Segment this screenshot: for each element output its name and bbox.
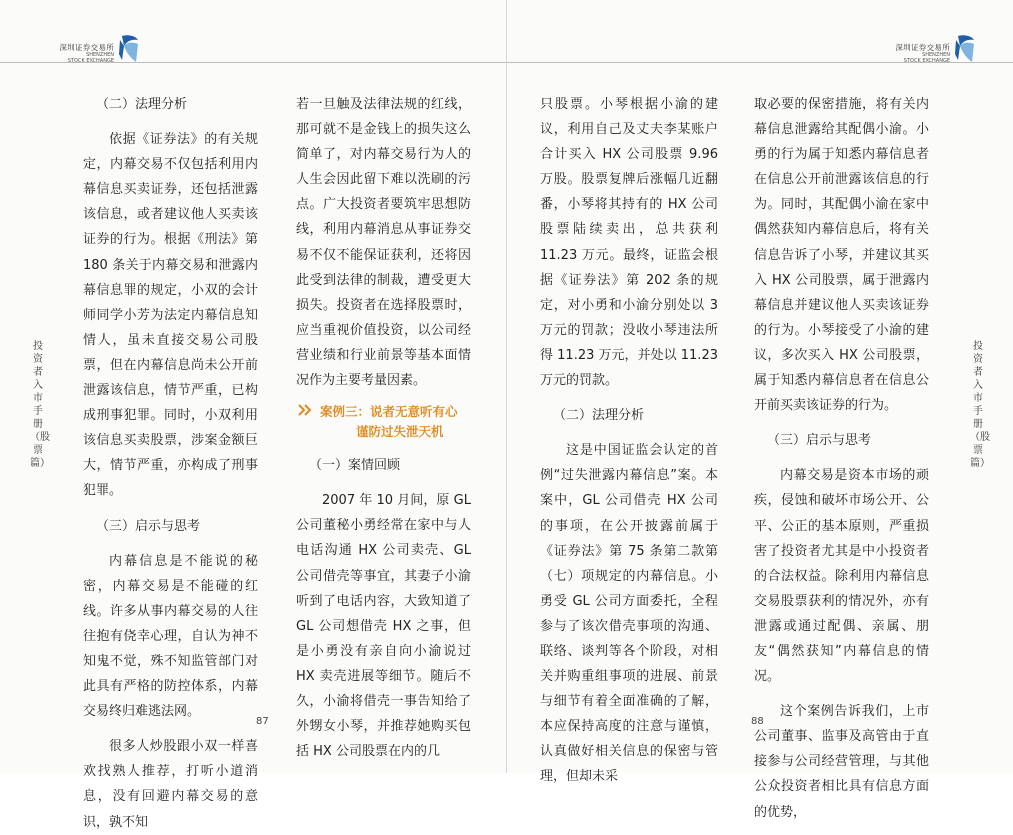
paragraph: 很多人炒股跟小双一样喜欢找熟人推荐，打听小道消息，没有回避内幕交易的意识，孰不知 (83, 739, 258, 830)
right-page (507, 0, 1013, 820)
side-tab-label: 投资者入市手册（股票篇） (970, 341, 990, 469)
right-column-2 (754, 92, 929, 825)
logo-en-text-1: SHENZHEN (86, 52, 114, 58)
szse-logo-icon (954, 34, 976, 64)
page-number: 88 (751, 716, 764, 727)
case-title-line-2: 谨防过失泄天机 (356, 424, 444, 440)
szse-logo (890, 34, 976, 68)
section-heading: （三）启示与思考 (96, 518, 201, 534)
paragraph: 依据《证券法》的有关规定，内幕交易不仅包括利用内幕信息买卖证券，还包括泄露该信息，或者建议他人买卖该证券的行为。根据《刑法》第 180 条关于内幕交易和泄露内幕信息罪的规定，小双的会计师同学小芳为法定内幕信息知情人，虽未直接交易公司股票，但在内幕信息尚未公开前泄露该信息，情节严重，已构成刑事犯罪。同时，小双利用该信息买卖股票，涉案金额巨大，情节严重，亦构成了刑事犯罪。 (83, 132, 258, 499)
logo-en-text-2: STOCK EXCHANGE (67, 58, 114, 64)
szse-logo-icon (118, 34, 140, 64)
case-title-line-1: 案例三：说者无意听有心 (320, 404, 458, 420)
left-column-2 (296, 92, 471, 764)
section-heading: （二）法理分析 (553, 408, 645, 424)
case-title (296, 399, 471, 443)
paragraph: 若一旦触及法律法规的红线，那可就不是金钱上的损失这么简单了，对内幕交易行为人的人生会因此留下难以洗刷的污点。广大投资者要筑牢思想防线，利用内幕消息从事证券交易不仅不能保证获利，还将因此受到法律的制裁，遭受更大损失。投资者在选择股票时，应当重视价值投资，以公司经营业绩和行业前景等基本面情况作为主要考量因素。 (296, 97, 471, 389)
section-heading: （一）案情回顾 (309, 458, 401, 474)
paragraph: 2007 年 10 月间，原 GL 公司董秘小勇经常在家中与人电话沟通 HX 公司卖壳、GL 公司借壳等事宜，其妻子小渝听到了电话内容，大致知道了 GL 公司想借壳 HX 之事，但是小勇没有亲自向小渝说过 HX 卖壳进展等细节。随后不久，小渝将借壳一事告知给了外甥女小琴，并推荐她购买包括 HX 公司股票在内的几 (296, 493, 471, 760)
szse-logo (54, 34, 140, 68)
paragraph: 这个案例告诉我们，上市公司董事、监事及高管由于直接参与公司经营管理，与其他公众投资者相比具有信息方面的优势， (754, 704, 929, 820)
page-number: 87 (256, 716, 269, 727)
paragraph: 取必要的保密措施，将有关内幕信息泄露给其配偶小渝。小勇的行为属于知悉内幕信息者在信息公开前泄露该信息的行为。同时，其配偶小渝在家中偶然获知内幕信息后，将有关信息告诉了小琴，并建议其买入 HX 公司股票，属于泄露内幕信息并建议他人买卖该证券的行为。小琴接受了小渝的建议，多次买入 HX 公司股票，属于知悉内幕信息者在信息公开前买卖该证券的行为。 (754, 97, 929, 414)
left-page (0, 0, 506, 830)
logo-cn-text: 深圳证券交易所 (59, 43, 114, 52)
logo-cn-text: 深圳证券交易所 (895, 43, 950, 52)
paragraph: 只股票。小琴根据小渝的建议，利用自己及丈夫李某账户合计买入 HX 公司股票 9.96 万股。股票复牌后涨幅几近翻番，小琴将其持有的 HX 公司股票陆续卖出，总共获利 11.23 万元。最终，证监会根据《证券法》第 202 条的规定，对小勇和小渝分别处以 3 万元的罚款；没收小琴违法所得 11.23 万元，并处以 11.23 万元的罚款。 (540, 97, 718, 389)
logo-en-text-2: STOCK EXCHANGE (903, 58, 950, 64)
paragraph: 内幕信息是不能说的秘密，内幕交易是不能碰的红线。许多从事内幕交易的人往往抱有侥幸心理，自认为神不知鬼不觉，殊不知监管部门对此具有严格的防控体系，内幕交易终归难逃法网。 (83, 553, 258, 720)
left-column-1 (83, 92, 258, 835)
section-heading: （二）法理分析 (96, 97, 188, 112)
section-heading: （三）启示与思考 (767, 433, 872, 449)
paragraph: 这是中国证监会认定的首例“过失泄露内幕信息”案。本案中，GL 公司借壳 HX 公司的事项，在公开披露前属于《证券法》第 75 条第二款第（七）项规定的内幕信息。小勇受 GL 公司方面委托，全程参与了该次借壳事项的沟通、联络、谈判等各个阶段，对相关并购重组事项的进展、前景与细节有着全面准确的了解，本应保持高度的注意与谨慎，认真做好相关信息的保密与管理，但却未采 (540, 443, 718, 785)
paragraph: 内幕交易是资本市场的顽疾，侵蚀和破坏市场公开、公平、公正的基本原则，严重损害了投资者尤其是中小投资者的合法权益。除利用内幕信息交易股票获利的情况外，亦有泄露或通过配偶、亲属、朋友“偶然获知”内幕信息的情况。 (754, 468, 929, 685)
side-tab-label: 投资者入市手册（股票篇） (30, 341, 50, 469)
logo-en-text-1: SHENZHEN (922, 52, 950, 58)
double-chevron-icon (298, 403, 312, 417)
right-column-1 (540, 92, 718, 790)
